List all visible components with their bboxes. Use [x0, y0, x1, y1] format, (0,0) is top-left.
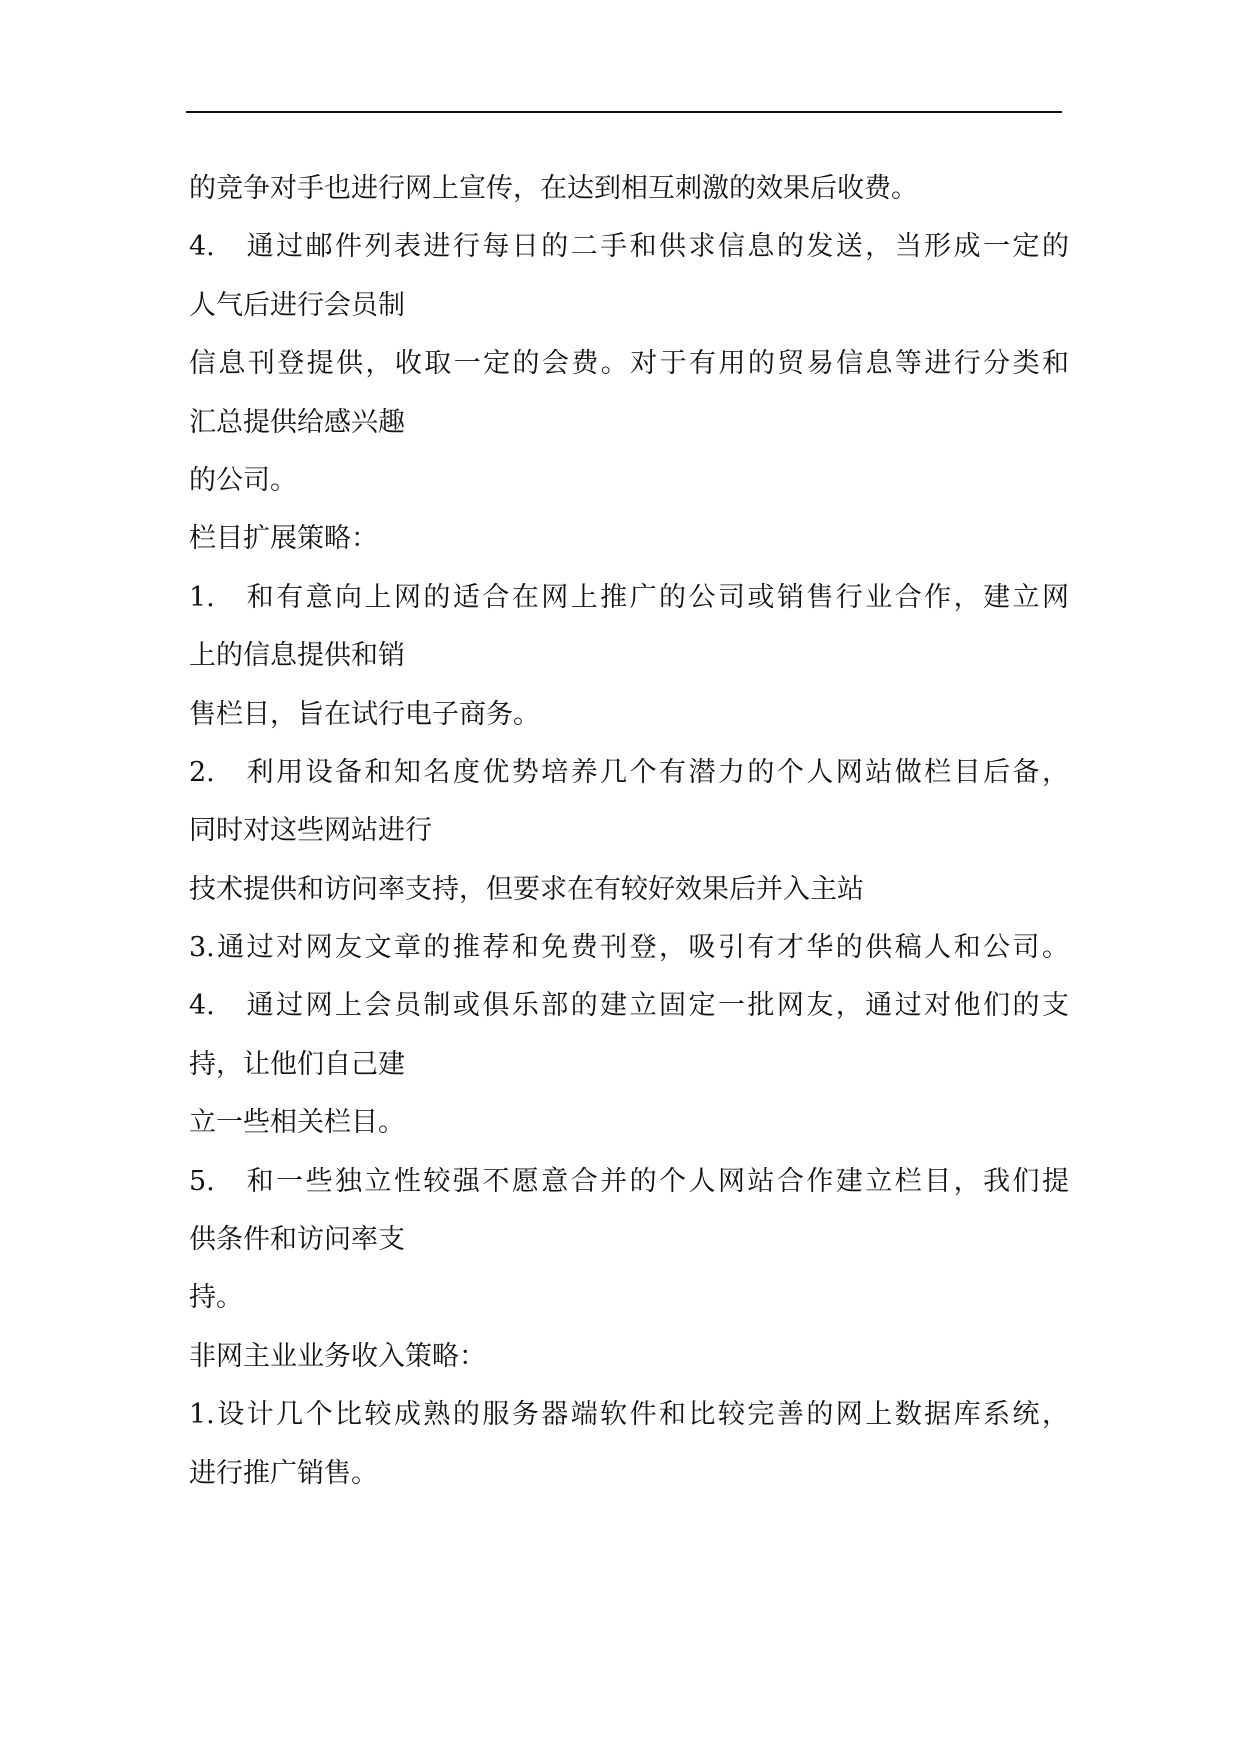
text-line: 上的信息提供和销	[189, 640, 405, 672]
text-line: 进行推广销售。	[189, 1457, 378, 1489]
text-line: 人气后进行会员制	[189, 289, 405, 321]
text-line: 1. 和有意向上网的适合在网上推广的公司或销售行业合作，建立网	[189, 581, 1069, 613]
text-line: 同时对这些网站进行	[189, 815, 432, 847]
text-line: 3.通过对网友文章的推荐和免费刊登，吸引有才华的供稿人和公司。	[189, 932, 1069, 964]
text-line: 栏目扩展策略：	[189, 523, 378, 555]
text-line: 立一些相关栏目。	[189, 1107, 405, 1139]
text-line: 供条件和访问率支	[189, 1224, 405, 1256]
text-line: 售栏目，旨在试行电子商务。	[189, 698, 540, 730]
text-line: 持，让他们自己建	[189, 1048, 405, 1080]
text-line: 4. 通过网上会员制或俱乐部的建立固定一批网友，通过对他们的支	[189, 990, 1069, 1022]
text-line: 技术提供和访问率支持，但要求在有较好效果后并入主站	[189, 873, 864, 905]
text-line: 的公司。	[189, 464, 297, 496]
text-line: 汇总提供给感兴趣	[189, 406, 405, 438]
text-line: 信息刊登提供，收取一定的会费。对于有用的贸易信息等进行分类和	[189, 348, 1069, 380]
header-rule	[186, 111, 1062, 113]
text-line: 的竞争对手也进行网上宣传，在达到相互刺激的效果后收费。	[189, 173, 918, 204]
text-line: 持。	[189, 1282, 243, 1314]
text-line: 4. 通过邮件列表进行每日的二手和供求信息的发送，当形成一定的	[189, 231, 1069, 263]
text-line: 非网主业业务收入策略：	[189, 1340, 486, 1372]
document-body	[189, 160, 1069, 1503]
text-line: 5. 和一些独立性较强不愿意合并的个人网站合作建立栏目，我们提	[189, 1165, 1069, 1197]
text-line: 1.设计几个比较成熟的服务器端软件和比较完善的网上数据库系统，	[189, 1399, 1069, 1431]
text-line: 2. 利用设备和知名度优势培养几个有潜力的个人网站做栏目后备，	[189, 756, 1069, 788]
